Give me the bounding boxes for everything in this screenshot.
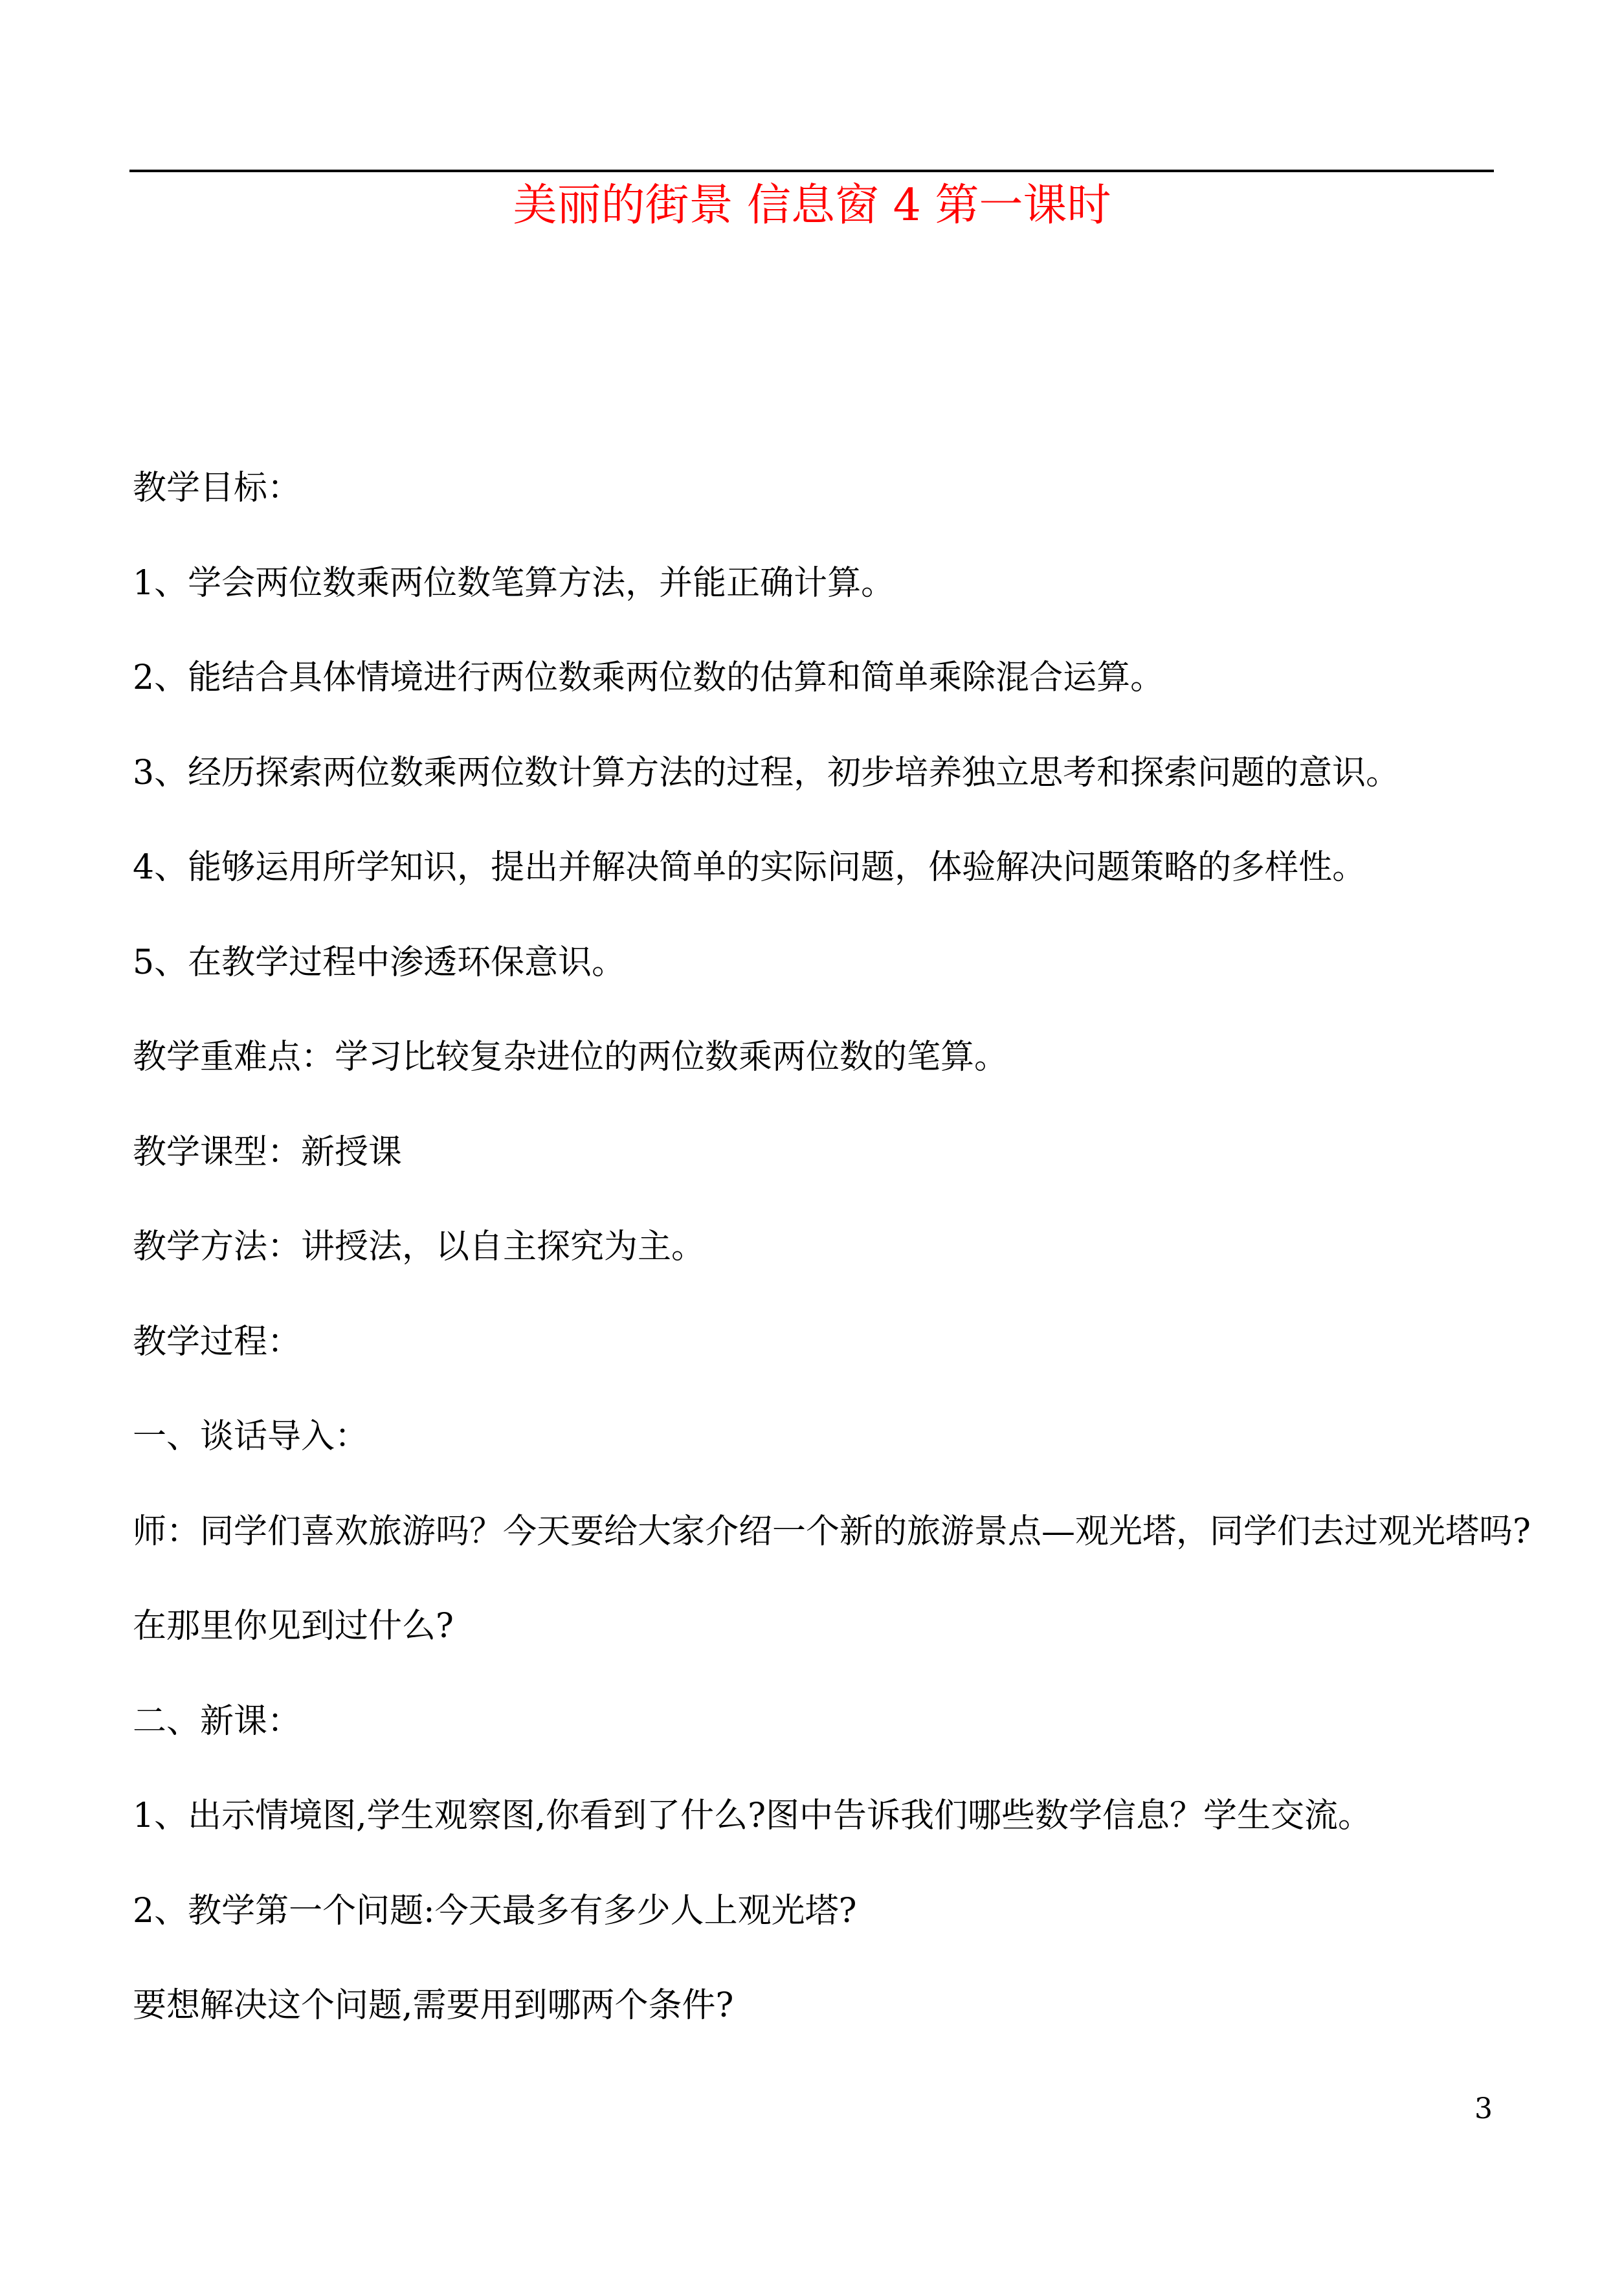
paragraph-lesson-type: 教学课型：新授课 xyxy=(133,1132,403,1172)
paragraph-teaching-goals-heading: 教学目标： xyxy=(133,469,302,508)
paragraph-goal-4: 4、能够运用所学知识，提出并解决简单的实际问题，体验解决问题策略的多样性。 xyxy=(133,848,1366,887)
paragraph-goal-2: 2、能结合具体情境进行两位数乘两位数的估算和简单乘除混合运算。 xyxy=(133,658,1164,697)
paragraph-teacher-question-cont: 在那里你见到过什么? xyxy=(133,1607,454,1646)
paragraph-teacher-question: 师：同学们喜欢旅游吗？今天要给大家介绍一个新的旅游景点—观光塔，同学们去过观光塔吗? xyxy=(133,1512,1531,1551)
paragraph-process-heading: 教学过程： xyxy=(133,1322,302,1361)
paragraph-key-points: 教学重难点：学习比较复杂进位的两位数乘两位数的笔算。 xyxy=(133,1038,1008,1077)
document-title: 美丽的街景 信息窗 4 第一课时 xyxy=(513,180,1111,231)
paragraph-goal-5: 5、在教学过程中渗透环保意识。 xyxy=(133,943,626,982)
paragraph-section-new-lesson: 二、新课： xyxy=(133,1701,302,1741)
paragraph-step-2-question: 要想解决这个问题,需要用到哪两个条件? xyxy=(133,1986,734,2025)
paragraph-section-intro: 一、谈话导入： xyxy=(133,1417,369,1456)
document-body xyxy=(133,449,1531,2062)
paragraph-step-1: 1、出示情境图,学生观察图,你看到了什么?图中告诉我们哪些数学信息？学生交流。 xyxy=(133,1796,1372,1835)
paragraph-goal-3: 3、经历探索两位数乘两位数计算方法的过程，初步培养独立思考和探索问题的意识。 xyxy=(133,753,1400,792)
paragraph-step-2: 2、教学第一个问题:今天最多有多少人上观光塔? xyxy=(133,1891,857,1930)
paragraph-teaching-method: 教学方法：讲授法，以自主探究为主。 xyxy=(133,1227,706,1266)
header-rule xyxy=(129,170,1494,172)
page-number: 3 xyxy=(1474,2092,1493,2125)
paragraph-goal-1: 1、学会两位数乘两位数笔算方法，并能正确计算。 xyxy=(133,563,895,603)
